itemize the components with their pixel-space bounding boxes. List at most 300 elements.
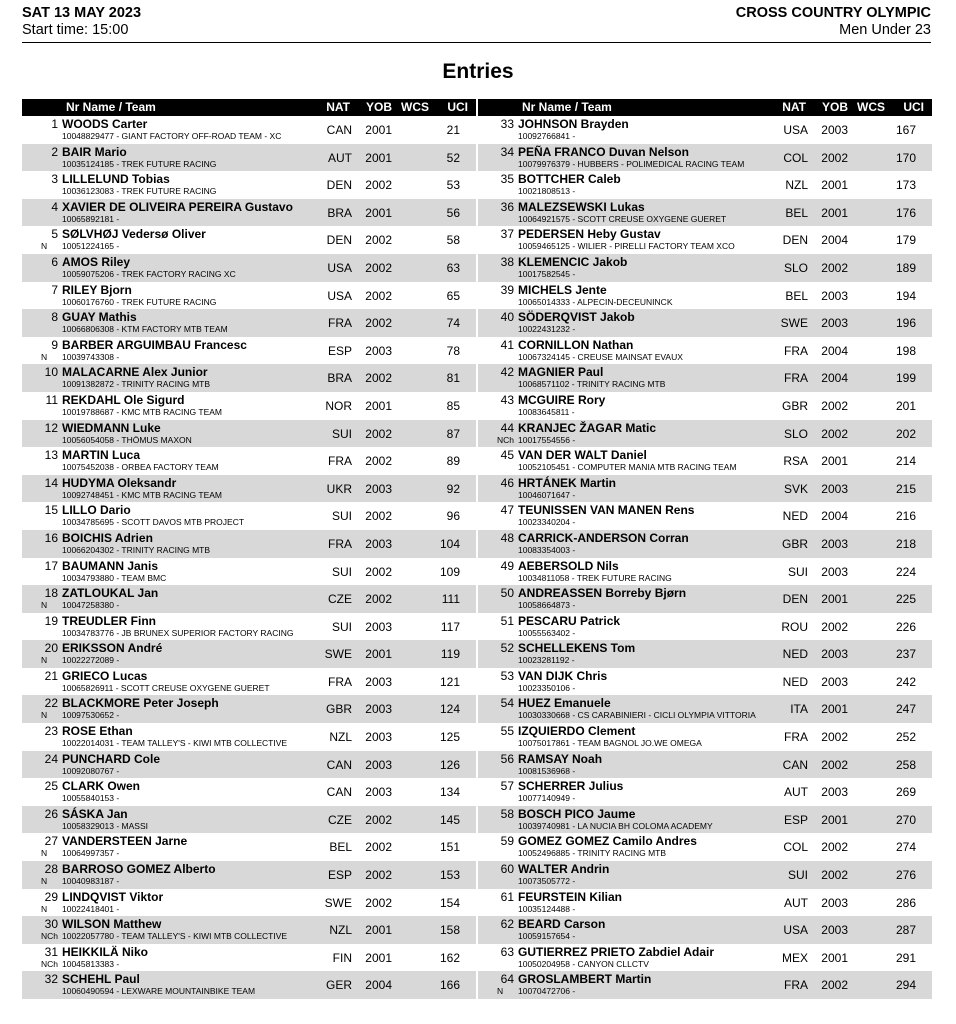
rider-nation: FRA <box>328 674 352 689</box>
table-row <box>22 916 476 944</box>
rider-name: CLARK Owen <box>62 779 140 794</box>
rider-nation: NED <box>782 647 808 662</box>
rider-team: 10065826911 - SCOTT CREUSE OXYGENE GUERET <box>62 682 270 693</box>
rider-yob: 2003 <box>365 481 392 496</box>
table-row <box>478 585 932 613</box>
header-left <box>22 5 141 39</box>
rider-name: XAVIER DE OLIVEIRA PEREIRA Gustavo <box>62 199 293 214</box>
rider-team: 10091382872 - TRINITY RACING MTB <box>62 379 211 390</box>
rider-yob: 2003 <box>821 674 848 689</box>
table-row <box>22 475 476 503</box>
rider-name: VAN DIJK Chris <box>518 668 608 683</box>
table-row <box>478 309 932 337</box>
rider-number: 40 <box>500 310 514 325</box>
rider-yob: 2001 <box>821 950 848 965</box>
rider-name: BAUMANN Janis <box>62 558 159 573</box>
rider-nation: UKR <box>326 481 352 496</box>
rider-team: 10039743308 - <box>62 351 120 362</box>
rider-uci: 225 <box>895 592 916 607</box>
rider-uci: 89 <box>446 454 460 469</box>
table-row <box>478 144 932 172</box>
rider-uci: 226 <box>895 619 916 634</box>
rider-uci: 179 <box>895 233 916 248</box>
rider-number: 30 <box>44 917 58 932</box>
rider-yob: 2001 <box>365 950 392 965</box>
rider-team: 10081536968 - <box>518 765 576 776</box>
rider-number: 55 <box>500 724 514 739</box>
table-row <box>478 364 932 392</box>
rider-uci: 167 <box>895 123 916 137</box>
rider-number: 32 <box>44 972 58 987</box>
rider-number: 12 <box>44 420 58 435</box>
rider-team: 10070472706 - <box>518 986 576 997</box>
rider-yob: 2003 <box>365 343 392 358</box>
rider-number: 18 <box>44 586 58 601</box>
rider-nation: BRA <box>327 371 352 386</box>
rider-team: 10048829477 - GIANT FACTORY OFF-ROAD TEAM - XC <box>62 131 282 141</box>
rider-uci: 58 <box>446 233 460 248</box>
rider-nation: SLO <box>783 426 808 441</box>
rider-name: AEBERSOLD Nils <box>518 558 619 573</box>
rider-uci: 199 <box>895 371 916 386</box>
rider-number: 3 <box>51 172 58 187</box>
table-row <box>478 668 932 696</box>
rider-uci: 247 <box>895 702 916 717</box>
rider-uci: 286 <box>895 895 916 910</box>
rider-nation: DEN <box>326 233 352 248</box>
rider-uci: 124 <box>439 702 460 717</box>
rider-number: 61 <box>500 889 514 904</box>
rider-name: MARTIN Luca <box>62 448 140 463</box>
rider-nation: FIN <box>332 950 352 965</box>
table-row <box>478 282 932 310</box>
rider-yob: 2003 <box>821 647 848 662</box>
rider-number: 44 <box>500 420 514 435</box>
rider-number: 26 <box>44 806 58 821</box>
rider-nation: DEN <box>326 178 352 193</box>
table-row <box>478 723 932 751</box>
table-body <box>478 116 932 999</box>
national-champion-flag: NCh <box>497 434 515 445</box>
entries-table-right <box>478 99 932 999</box>
entries-table-left <box>22 99 476 999</box>
rider-yob: 2001 <box>365 647 392 662</box>
table-row <box>478 392 932 420</box>
rider-yob: 2002 <box>365 371 392 386</box>
rider-name: SCHEHL Paul <box>62 972 140 987</box>
rider-number: 15 <box>44 503 58 518</box>
rider-team: 10067324145 - CREUSE MAINSAT EVAUX <box>518 351 683 362</box>
table-row <box>22 751 476 779</box>
rider-team: 10022418401 - <box>62 903 120 914</box>
rider-yob: 2001 <box>365 398 392 413</box>
rider-name: CARRICK-ANDERSON Corran <box>518 530 689 545</box>
rider-nation: NED <box>782 674 808 689</box>
rider-yob: 2001 <box>821 702 848 717</box>
header-divider <box>22 42 931 43</box>
rider-uci: 121 <box>439 674 460 689</box>
rider-number: 38 <box>500 254 514 269</box>
rider-name: VANDERSTEEN Jarne <box>62 834 188 849</box>
rider-number: 53 <box>500 668 514 683</box>
rider-team: 10058329013 - MASSI <box>62 820 149 831</box>
rider-number: 23 <box>44 724 58 739</box>
rider-number: 34 <box>500 144 514 159</box>
rider-team: 10034793880 - TEAM BMC <box>62 572 167 583</box>
rider-team: 10039740981 - LA NUCIA BH COLOMA ACADEMY <box>518 820 713 831</box>
rider-yob: 2001 <box>821 205 848 220</box>
rider-yob: 2004 <box>821 233 848 248</box>
rider-yob: 2002 <box>365 592 392 607</box>
rider-team: 10051224165 - <box>62 241 120 252</box>
rider-number: 45 <box>500 448 514 463</box>
rider-nation: SVK <box>783 481 808 496</box>
table-row <box>478 475 932 503</box>
rider-name: BOTTCHER Caleb <box>518 172 621 187</box>
rider-name: ANDREASSEN Borreby Bjørn <box>518 586 687 601</box>
rider-uci: 109 <box>439 564 460 579</box>
rider-team: 10045813383 - <box>62 958 120 969</box>
rider-name: KRANJEC ŽAGAR Matic <box>518 420 657 435</box>
rider-nation: SUI <box>331 564 352 579</box>
rider-team: 10040983187 - <box>62 876 120 887</box>
rider-number: 13 <box>44 448 58 463</box>
rider-uci: 125 <box>439 730 460 745</box>
col-wcs: WCS <box>401 100 429 114</box>
rider-yob: 2002 <box>365 895 392 910</box>
rider-nation: NOR <box>325 398 352 413</box>
rider-uci: 274 <box>895 840 916 855</box>
rider-nation: SUI <box>787 868 808 883</box>
col-uci: UCI <box>447 100 468 114</box>
rider-team: 10023281192 - <box>518 655 575 666</box>
rider-yob: 2002 <box>821 426 848 441</box>
rider-nation: NED <box>782 509 808 524</box>
rider-uci: 194 <box>895 288 916 303</box>
header-right <box>736 5 931 39</box>
rider-number: 10 <box>44 365 58 380</box>
rider-name: SCHERRER Julius <box>518 779 624 794</box>
national-champion-flag: NCh <box>41 958 59 969</box>
rider-team: 10052496885 - TRINITY RACING MTB <box>518 848 667 859</box>
rider-name: PEÑA FRANCO Duvan Nelson <box>518 144 689 159</box>
rider-yob: 2002 <box>365 454 392 469</box>
rider-team: 10022014031 - TEAM TALLEY'S - KIWI MTB COLLECTIVE <box>62 738 288 749</box>
rider-number: 48 <box>500 530 514 545</box>
table-row <box>22 668 476 696</box>
table-row <box>478 171 932 199</box>
rider-team: 10065892181 - <box>62 213 120 224</box>
rider-uci: 158 <box>439 923 460 938</box>
table-row <box>478 530 932 558</box>
table-row <box>22 558 476 586</box>
rider-name: TEUNISSEN VAN MANEN Rens <box>518 503 695 518</box>
rider-uci: 224 <box>895 564 916 579</box>
rider-nation: BEL <box>785 205 808 220</box>
rider-uci: 189 <box>895 260 916 275</box>
rider-uci: 258 <box>895 757 916 772</box>
table-row <box>22 640 476 668</box>
rider-yob: 2002 <box>821 730 848 745</box>
rider-name: GUAY Mathis <box>62 310 137 325</box>
col-nr-name: Nr Name / Team <box>522 100 612 114</box>
rider-team: 10017554556 - <box>518 434 576 445</box>
rider-team: 10073505772 - <box>518 876 576 887</box>
table-row <box>478 254 932 282</box>
rider-name: SCHELLEKENS Tom <box>518 641 636 656</box>
rider-nation: FRA <box>784 978 808 993</box>
rider-yob: 2002 <box>365 426 392 441</box>
rider-team: 10056054058 - THÖMUS MAXON <box>62 434 192 445</box>
rider-uci: 56 <box>446 205 460 220</box>
rider-number: 37 <box>500 227 514 242</box>
rider-yob: 2001 <box>365 205 392 220</box>
rider-name: MAGNIER Paul <box>518 365 604 380</box>
rider-number: 2 <box>51 144 58 159</box>
rider-nation: COL <box>783 150 808 165</box>
rider-team: 10064997357 - <box>62 848 120 859</box>
table-row <box>22 364 476 392</box>
rider-nation: USA <box>327 260 352 275</box>
rider-team: 10083354003 - <box>518 544 576 555</box>
rider-nation: FRA <box>328 454 352 469</box>
rider-team: 10064921575 - SCOTT CREUSE OXYGENE GUERET <box>518 213 727 224</box>
table-row <box>478 116 932 144</box>
rider-yob: 2004 <box>821 343 848 358</box>
rider-uci: 291 <box>895 950 916 965</box>
rider-uci: 78 <box>446 343 460 358</box>
page-title: Entries <box>442 60 514 83</box>
category-name: Men Under 23 <box>839 22 931 38</box>
rider-name: HEIKKILÄ Niko <box>62 944 149 959</box>
rider-number: 35 <box>500 172 514 187</box>
rider-team: 10034811058 - TREK FUTURE RACING <box>518 572 672 583</box>
rider-yob: 2002 <box>821 260 848 275</box>
rider-nation: SUI <box>787 564 808 579</box>
rider-number: 9 <box>51 337 58 352</box>
rider-name: MALEZSEWSKI Lukas <box>518 199 645 214</box>
rider-number: 52 <box>500 641 514 656</box>
rider-yob: 2003 <box>821 288 848 303</box>
rider-name: WIEDMANN Luke <box>62 420 161 435</box>
rider-nation: ESP <box>327 868 352 883</box>
rider-number: 42 <box>500 365 514 380</box>
rider-number: 36 <box>500 199 514 214</box>
rider-nation: USA <box>783 123 808 137</box>
rider-team: 10058664873 - <box>518 600 576 611</box>
table-row <box>22 613 476 641</box>
rider-yob: 2003 <box>821 923 848 938</box>
rider-name: CORNILLON Nathan <box>518 337 634 352</box>
table-row <box>22 585 476 613</box>
rider-uci: 63 <box>446 260 460 275</box>
rider-uci: 198 <box>895 343 916 358</box>
rider-team: 10035124488 - <box>518 903 576 914</box>
rider-team: 10060176760 - TREK FUTURE RACING <box>62 296 217 307</box>
rider-nation: GER <box>325 978 352 993</box>
col-nat: NAT <box>782 100 806 114</box>
rider-number: 51 <box>500 613 514 628</box>
rider-name: GOMEZ GOMEZ Camilo Andres <box>518 834 697 849</box>
table-row <box>478 502 932 530</box>
rider-uci: 126 <box>439 757 460 772</box>
rider-uci: 74 <box>446 316 460 331</box>
rider-nation: RSA <box>783 454 808 469</box>
rider-yob: 2002 <box>821 978 848 993</box>
table-row <box>22 778 476 806</box>
table-row <box>478 558 932 586</box>
rider-name: GROSLAMBERT Martin <box>518 972 652 987</box>
rider-number: 50 <box>500 586 514 601</box>
rider-nation: NZL <box>329 730 352 745</box>
rider-name: MALACARNE Alex Junior <box>62 365 208 380</box>
rider-yob: 2004 <box>821 371 848 386</box>
rider-uci: 214 <box>895 454 916 469</box>
rider-name: LILLELUND Tobias <box>62 172 170 187</box>
rider-team: 10059157654 - <box>518 931 576 942</box>
rider-nation: DEN <box>782 592 808 607</box>
table-row <box>478 806 932 834</box>
rider-team: 10036123083 - TREK FUTURE RACING <box>62 186 217 197</box>
rider-uci: 173 <box>895 178 916 193</box>
col-wcs: WCS <box>857 100 885 114</box>
rider-number: 49 <box>500 558 514 573</box>
table-body <box>22 116 476 999</box>
rider-team: 10066204302 - TRINITY RACING MTB <box>62 544 211 555</box>
national-champion-flag: N <box>41 876 48 887</box>
rider-name: ERIKSSON André <box>62 641 163 656</box>
table-row <box>22 944 476 972</box>
rider-nation: ESP <box>327 343 352 358</box>
rider-name: KLEMENCIC Jakob <box>518 254 628 269</box>
rider-team: 10097530652 - <box>62 710 120 721</box>
rider-name: HUEZ Emanuele <box>518 696 611 711</box>
rider-number: 47 <box>500 503 514 518</box>
rider-team: 10047258380 - <box>62 600 120 611</box>
rider-number: 14 <box>44 475 58 490</box>
rider-yob: 2003 <box>365 730 392 745</box>
rider-nation: GBR <box>325 702 352 717</box>
rider-number: 1 <box>51 117 58 131</box>
table-row <box>22 337 476 365</box>
rider-yob: 2003 <box>365 536 392 551</box>
rider-nation: COL <box>783 840 808 855</box>
table-row <box>478 916 932 944</box>
rider-number: 19 <box>44 613 58 628</box>
national-champion-flag: N <box>497 986 504 997</box>
rider-nation: CAN <box>782 757 808 772</box>
table-row <box>22 695 476 723</box>
table-row <box>22 392 476 420</box>
rider-team: 10065014333 - ALPECIN-DECEUNINCK <box>518 296 673 307</box>
rider-nation: FRA <box>784 371 808 386</box>
rider-team: 10022272089 - <box>62 655 120 666</box>
rider-number: 41 <box>500 337 514 352</box>
rider-name: HUDYMA Oleksandr <box>62 475 177 490</box>
rider-team: 10050204958 - CANYON CLLCTV <box>518 958 649 969</box>
rider-uci: 270 <box>895 812 916 827</box>
rider-yob: 2002 <box>365 868 392 883</box>
rider-nation: CZE <box>328 812 352 827</box>
rider-uci: 276 <box>895 868 916 883</box>
rider-nation: ITA <box>790 702 808 717</box>
col-yob: YOB <box>365 100 392 114</box>
rider-yob: 2002 <box>365 233 392 248</box>
rider-name: AMOS Riley <box>62 254 131 269</box>
rider-yob: 2002 <box>365 316 392 331</box>
rider-name: PESCARU Patrick <box>518 613 621 628</box>
rider-name: ZATLOUKAL Jan <box>62 586 159 601</box>
rider-nation: USA <box>783 923 808 938</box>
rider-yob: 2002 <box>821 757 848 772</box>
rider-uci: 117 <box>440 619 460 634</box>
rider-name: RILEY Bjorn <box>62 282 132 297</box>
rider-uci: 252 <box>895 730 916 745</box>
rider-yob: 2002 <box>365 812 392 827</box>
rider-uci: 215 <box>895 481 916 496</box>
table-header <box>22 99 476 116</box>
rider-team: 10083645811 - <box>518 406 575 417</box>
rider-yob: 2002 <box>821 868 848 883</box>
rider-yob: 2001 <box>365 150 392 165</box>
rider-team: 10092748451 - KMC MTB RACING TEAM <box>62 489 222 500</box>
rider-name: BAIR Mario <box>62 144 127 159</box>
rider-nation: CAN <box>326 757 352 772</box>
rider-nation: SUI <box>331 509 352 524</box>
rider-team: 10077140949 - <box>518 793 576 804</box>
rider-name: BARROSO GOMEZ Alberto <box>62 862 216 877</box>
rider-name: GUTIERREZ PRIETO Zabdiel Adair <box>518 944 715 959</box>
rider-team: 10021808513 - <box>518 186 576 197</box>
rider-team: 10052105451 - COMPUTER MANIA MTB RACING TEAM <box>518 462 737 473</box>
rider-yob: 2003 <box>821 316 848 331</box>
rider-name: TREUDLER Finn <box>62 613 156 628</box>
table-row <box>22 530 476 558</box>
table-row <box>22 861 476 889</box>
national-champion-flag: NCh <box>41 931 59 942</box>
rider-team: 10035124185 - TREK FUTURE RACING <box>62 158 217 169</box>
rider-team: 10092766841 - <box>518 131 576 141</box>
rider-team: 10017582545 - <box>518 268 576 279</box>
table-row <box>22 971 476 999</box>
rider-number: 11 <box>45 392 58 407</box>
rider-number: 31 <box>44 944 58 959</box>
rider-number: 58 <box>500 806 514 821</box>
col-nr-name: Nr Name / Team <box>66 100 156 114</box>
rider-number: 60 <box>500 862 514 877</box>
rider-nation: FRA <box>784 730 808 745</box>
rider-number: 63 <box>500 944 514 959</box>
rider-uci: 96 <box>446 509 460 524</box>
rider-yob: 2003 <box>365 702 392 717</box>
table-row <box>478 861 932 889</box>
rider-number: 62 <box>500 917 514 932</box>
page-header <box>0 0 956 44</box>
table-row <box>22 723 476 751</box>
race-date: SAT 13 MAY 2023 <box>22 5 142 21</box>
rider-number: 20 <box>44 641 58 656</box>
rider-uci: 162 <box>439 950 460 965</box>
rider-uci: 119 <box>440 647 460 662</box>
table-header <box>478 99 932 116</box>
rider-name: LILLO Dario <box>62 503 131 518</box>
rider-yob: 2003 <box>821 123 848 137</box>
rider-nation: FRA <box>328 536 352 551</box>
rider-name: SÁSKA Jan <box>62 806 128 821</box>
rider-name: GRIECO Lucas <box>62 668 148 683</box>
national-champion-flag: N <box>41 903 48 914</box>
rider-nation: ROU <box>781 619 808 634</box>
